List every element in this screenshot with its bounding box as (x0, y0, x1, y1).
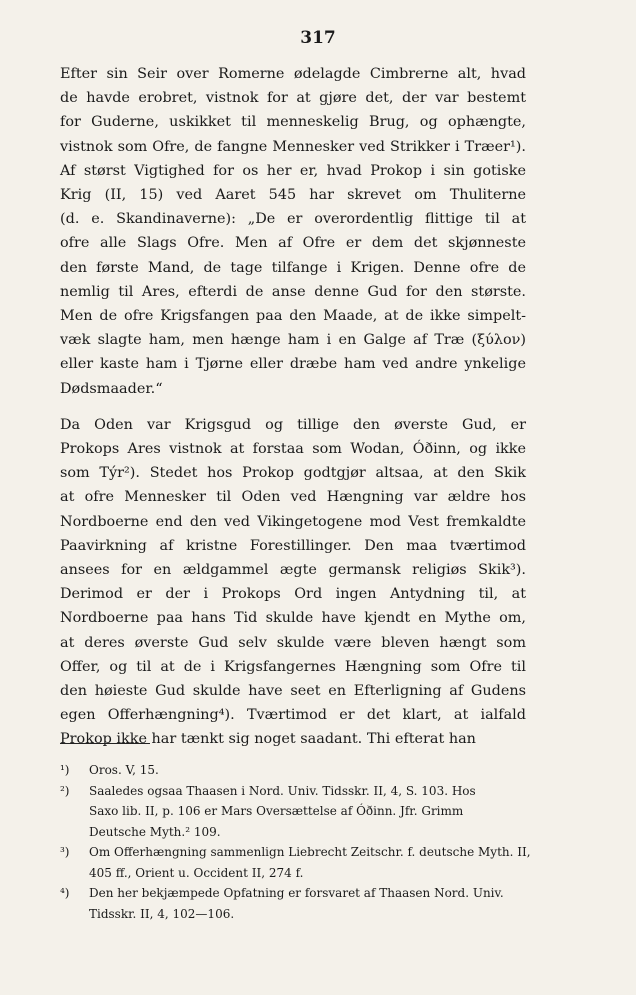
text-line: egen Offerhængning⁴). Tværtimod er det klart, at ialfald (60, 707, 526, 724)
text-line: for Guderne, uskikket til menneskelig Brug, og ophængte, (60, 114, 526, 131)
footnote-line: Saxo lib. II, p. 106 er Mars Oversættelse af Óðinn. Jfr. Grimm (89, 804, 464, 818)
footnote (60, 760, 526, 781)
text-line: Derimod er der i Prokops Ord ingen Antydning til, at (60, 586, 526, 603)
footnotes (60, 760, 531, 924)
text-line: Prokops Ares vistnok at forstaa som Wodan, Óðinn, og ikke (60, 441, 526, 458)
footnote-line: Deutsche Myth.² 109. (89, 824, 221, 839)
text-line: Men de ofre Krigsfangen paa den Maade, at de ikke simpelt- (60, 308, 526, 325)
footnote-text (89, 883, 526, 924)
text-line: at ofre Mennesker til Oden ved Hængning var ældre hos (60, 489, 526, 506)
text-line: den høieste Gud skulde have seet en Efterligning af Gudens (60, 683, 526, 700)
text-line: Efter sin Seir over Romerne ødelagde Cimbrerne alt, hvad (60, 66, 526, 82)
body-text (60, 62, 526, 752)
page-number: 317 (300, 28, 336, 48)
paragraph (60, 62, 526, 401)
text-line: Af størst Vigtighed for os her er, hvad Prokop i sin gotiske (60, 162, 526, 179)
footnote-line: Oros. V, 15. (89, 763, 159, 777)
text-line: væk slagte ham, men hænge ham i en Galge af Træ (ξύλον) (60, 332, 526, 349)
footnote-text (89, 781, 526, 843)
footnote-marker: ³) (60, 845, 70, 859)
text-line: vistnok som Ofre, de fangne Mennesker ved Strikker i Træer¹). (60, 138, 526, 155)
footnote (60, 781, 526, 843)
text-line: ofre alle Slags Ofre. Men af Ofre er dem det skjønneste (60, 235, 526, 252)
footnote-line: Tidsskr. II, 4, 102—106. (89, 906, 235, 921)
text-line: Paavirkning af kristne Forestillinger. Den maa tværtimod (60, 537, 526, 554)
footnote-line: 405 ff., Orient u. Occident II, 274 f. (89, 865, 304, 880)
paragraph (60, 413, 526, 752)
text-line: (d. e. Skandinaverne): „De er overordentlig flittige til at (60, 211, 526, 228)
footnote-marker: ⁴) (60, 886, 70, 900)
footnote-line: Saaledes ogsaa Thaasen i Nord. Univ. Tidsskr. II, 4, S. 103. Hos (89, 783, 476, 798)
text-line: de havde erobret, vistnok for at gjøre det, der var bestemt (60, 90, 526, 107)
text-line: eller kaste ham i Tjørne eller dræbe ham ved andre ynkelige (60, 356, 526, 373)
paragraph-break (60, 401, 526, 413)
text-line: som Týr²). Stedet hos Prokop godtgjør altsaa, at den Skik (60, 465, 526, 482)
text-line: Da Oden var Krigsgud og tillige den øverste Gud, er (60, 416, 526, 433)
footnote-line: Den her bekjæmpede Opfatning er forsvaret af Thaasen Nord. Univ. (89, 886, 504, 900)
footnote-marker: ²) (60, 783, 70, 798)
text-line: ansees for en ældgammel ægte germansk religiøs Skik³). (60, 562, 526, 579)
text-line: Krig (II, 15) ved Aaret 545 har skrevet om Thuliterne (60, 187, 526, 204)
footnote-text (89, 842, 531, 883)
text-line: Nordboerne end den ved Vikingetogene mod Vest fremkaldte (60, 513, 526, 530)
text-line: Offer, og til at de i Krigsfangernes Hængning som Ofre til (60, 658, 526, 675)
footnote-marker: ¹) (60, 763, 70, 777)
text-line: den første Mand, de tage tilfange i Krigen. Denne ofre de (60, 259, 526, 276)
footnote-line: Om Offerhængning sammenlign Liebrecht Zeitschr. f. deutsche Myth. II, (89, 845, 531, 859)
footnote-text (89, 760, 526, 781)
footnote-rule (60, 743, 150, 744)
text-line: Dødsmaader.“ (60, 380, 163, 397)
text-line: nemlig til Ares, efterdi de anse denne Gud for den største. (60, 283, 526, 300)
footnote (60, 842, 531, 883)
text-line: Nordboerne paa hans Tid skulde have kjendt en Mythe om, (60, 610, 526, 627)
text-line: at deres øverste Gud selv skulde være bleven hængt som (60, 634, 526, 651)
text-line: Prokop ikke har tænkt sig noget saadant. Thi efterat han (60, 731, 476, 748)
footnote (60, 883, 526, 924)
